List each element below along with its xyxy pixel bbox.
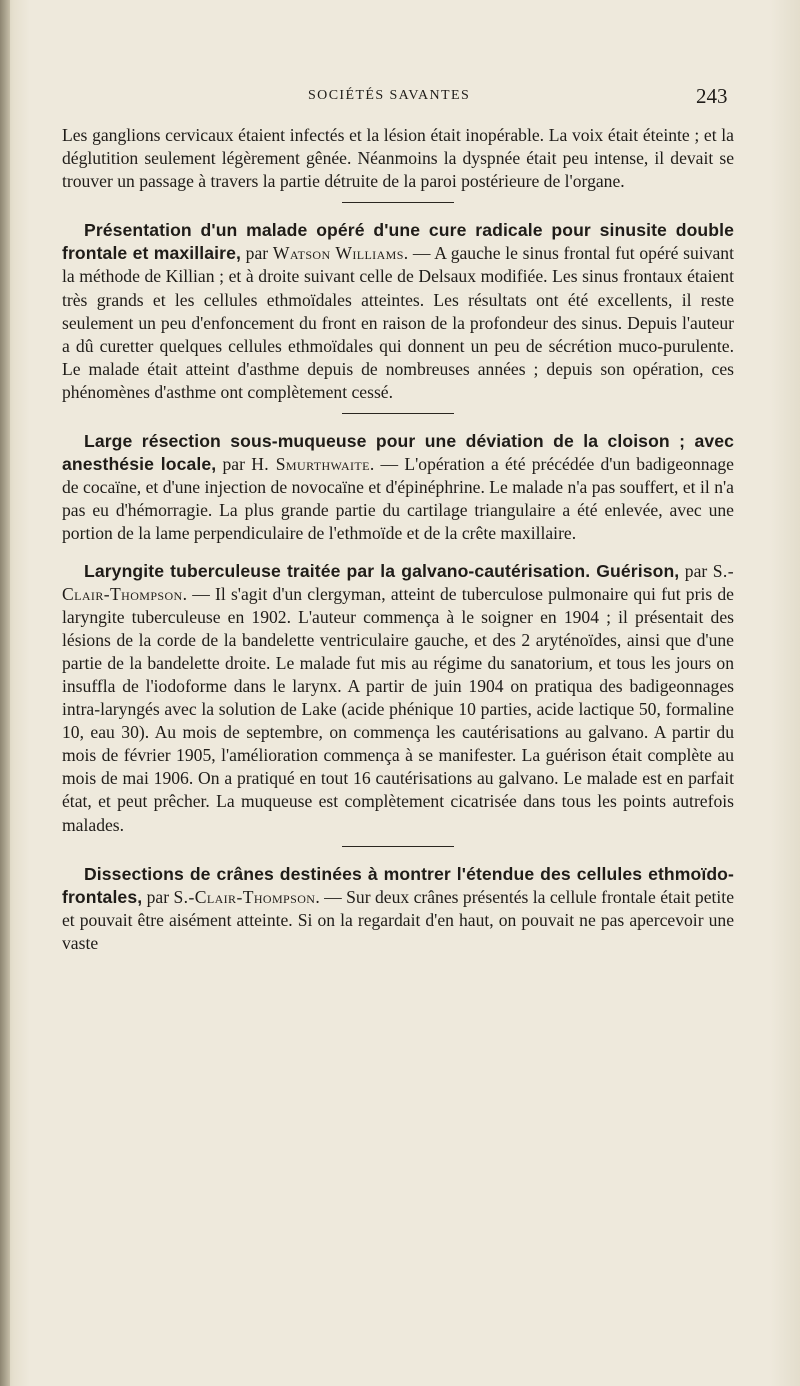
section-dissections-title: Dissections de crânes destinées à montrer l'étendue des cellules ethmoïdo-frontales,: [62, 863, 734, 907]
section-dissections-author: S.-Clair-Thompson: [173, 886, 316, 907]
section-cloison: [62, 430, 734, 545]
section-laryngite-author: S.-Clair-Thompson: [62, 560, 734, 604]
section-sinusite-title: Présentation d'un malade opéré d'une cure radicale pour sinusite double frontale et maxillaire,: [62, 220, 734, 264]
section-laryngite-title: Laryngite tuberculeuse traitée par la galvano-cautérisation. Guérison,: [84, 560, 680, 581]
section-dissections-par: par: [142, 886, 174, 907]
section-rule-1: [342, 202, 454, 203]
section-cloison-author: H. Smurthwaite: [251, 454, 370, 475]
section-cloison-title: Large résection sous-muqueuse pour une déviation de la cloison ; avec anesthésie locale,: [62, 431, 734, 475]
section-cloison-par: par: [216, 454, 252, 475]
section-sinusite: [62, 219, 734, 404]
section-rule-3: [342, 846, 454, 847]
section-sinusite-text: . — A gauche le sinus frontal fut opéré suivant la méthode de Killian ; et à droite suivant celle de Delsaux modifiée. Les sinus frontaux étaient très grands et les cellules ethmoïdales atteintes. Les résultats ont été excellents, il reste seulement un peu d'enfoncement du front en raison de la profondeur des sinus. Depuis l'auteur a dû curetter quelques cellules ethmoïdales qui donnent un peu de sécrétion muco-purulente. Le malade était atteint d'asthme depuis de nombreuses années ; depuis son opération, ces phénomènes d'asthme ont complètement cessé.: [62, 243, 734, 402]
page-header: [0, 84, 800, 112]
section-laryngite-par: par: [679, 560, 713, 581]
running-title: SOCIÉTÉS SAVANTES: [308, 88, 471, 103]
page-number: 243: [696, 84, 728, 108]
paragraph-1-text: Les ganglions cervicaux étaient infectés et la lésion était inopérable. La voix était éteinte ; et la déglutition seulement légèrement gênée. Néanmoins la dyspnée était peu intense, il devait se trouver un passage à travers la partie détruite de la paroi postérieure de l'organe.: [62, 125, 734, 192]
section-laryngite-text: . — Il s'agit d'un clergyman, atteint de tuberculose pulmonaire qui fut pris de laryngite tuberculeuse en 1902. L'auteur commença à le soigner en 1904 ; il présentait des lésions de la corde de la bandelette ventriculaire gauche, et des 2 aryténoïdes, ainsi que d'une partie de la bandelette droite. Le malade fut mis au régime du sanatorium, et tous les jours on insuffla de l'iodoforme dans le larynx. A partir de juin 1904 on pratiqua des badigeonnages intra-laryngés avec la solution de Lake (acide phénique 10 parties, acide lactique 50, formaline 10, eau 30). Au mois de septembre, on commença les cautérisations au galvano. A partir du mois de février 1905, l'amélioration commença à se manifester. La guérison était complète au mois de mai 1906. On a pratiqué en tout 16 cautérisations au galvano. Le malade est en parfait état, et peut prêcher. La muqueuse est complètement cicatrisée dans tous les points autrefois malades.: [62, 583, 734, 835]
section-cloison-text: . — L'opération a été précédée d'un badigeonnage de cocaïne, et d'une injection de novocaïne et d'épinéphrine. Le malade n'a pas souffert, et il n'a pas eu d'hémorragie. La plus grande partie du cartilage triangulaire a été enlevée, avec une portion de la lame perpendiculaire de l'ethmoïde et de la crête maxillaire.: [62, 454, 734, 544]
book-spine-shadow: [0, 0, 10, 1386]
section-sinusite-author: Watson Williams: [272, 243, 404, 264]
section-gap: [62, 546, 734, 560]
section-rule-2: [342, 413, 454, 414]
body-text: [62, 124, 734, 955]
section-laryngite: [62, 560, 734, 837]
section-dissections: [62, 863, 734, 955]
section-sinusite-par: par: [240, 243, 273, 264]
section-dissections-text: . — Sur deux crânes présentés la cellule frontale était petite et pouvait être aisément atteinte. Si on la regardait d'en haut, on pouvait ne pas apercevoir une vaste: [62, 886, 735, 953]
paragraph-1: [62, 124, 734, 193]
